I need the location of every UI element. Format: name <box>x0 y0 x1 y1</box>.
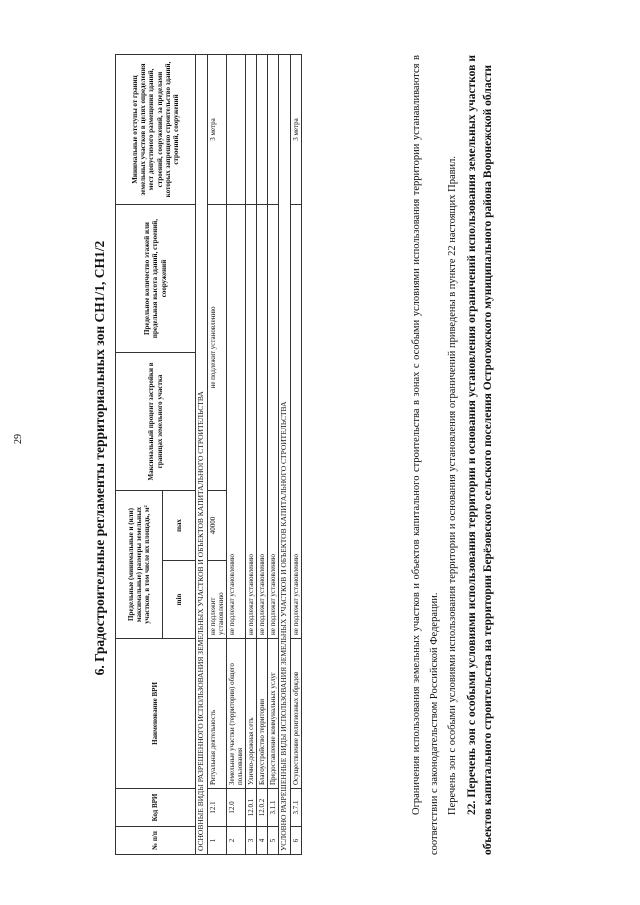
cell-num: 4 <box>256 827 267 855</box>
header-code: Код ВРИ <box>116 789 196 827</box>
header-num: № п/п <box>116 827 196 855</box>
cell-name: Предоставление коммунальных услуг <box>267 639 278 789</box>
cell-setbacks: 3 метра <box>207 55 226 205</box>
header-floors: Предельное количество этажей или предельная высота зданий, строений, сооружений <box>116 205 196 353</box>
cell-code: 12.1 <box>207 789 226 827</box>
header-min: min <box>163 561 196 639</box>
regulations-table <box>115 54 302 855</box>
section-conditional-label: УСЛОВНО РАЗРЕШЕННЫЕ ВИДЫ ИСПОЛЬЗОВАНИЯ ЗЕМЕЛЬНЫХ УЧАСТКОВ И ОБЪЕКТОВ КАПИТАЛЬНОГО СТРОИТЕЛЬСТВА <box>278 55 290 855</box>
cell-setbacks <box>256 55 267 205</box>
section-title: 6. Градостроительные регламенты территориальных зон СН1/1, СН1/2 <box>92 240 107 676</box>
header-size-group: Предельные (минимальные и (или) максимальные) размеры земельных участков, в том числе их площадь, м² <box>116 491 163 639</box>
cell-code: 12.0.1 <box>245 789 256 827</box>
cell-num: 5 <box>267 827 278 855</box>
cell-min: не подлежат установлению <box>245 205 256 639</box>
section-main-label: ОСНОВНЫЕ ВИДЫ РАЗРЕШЕННОГО ИСПОЛЬЗОВАНИЯ ЗЕМЕЛЬНЫХ УЧАСТКОВ И ОБЪЕКТОВ КАПИТАЛЬНОГО СТРОИТЕЛЬСТВА <box>196 55 208 855</box>
cell-num: 6 <box>290 827 301 855</box>
cell-max: 40000 <box>207 491 226 561</box>
header-coverage: Максимальный процент застройки в границах земельного участка <box>116 353 196 491</box>
cell-code: 12.0 <box>226 789 245 827</box>
header-max: max <box>163 491 196 561</box>
cell-num: 3 <box>245 827 256 855</box>
cell-min: не подлежат установлению <box>256 205 267 639</box>
regulations-table-wrap <box>115 55 302 855</box>
cell-code: 3.1.1 <box>267 789 278 827</box>
cell-setbacks <box>267 55 278 205</box>
section-22-heading: 22. Перечень зон с особыми условиями использования территории и основания установления ограничений использования земельных участков и объектов капитального строительства на территории Берёзовского сельского поселения Острогожского муниципального района Воронежской области <box>466 55 494 855</box>
table-row <box>226 55 245 855</box>
cell-setbacks <box>245 55 256 205</box>
page-number: 29 <box>13 434 24 444</box>
cell-coverage: не подлежит установлению <box>207 205 226 491</box>
paragraph-zone-list: Перечень зон с особыми условиями использования территории и основания установления ограничений приведены в пункте 22 настоящих Правил. <box>447 155 458 815</box>
table-row <box>267 55 278 855</box>
cell-min: не подлежат установлению <box>226 205 245 639</box>
cell-name: Ритуальная деятельность <box>207 639 226 789</box>
table-row <box>207 55 226 855</box>
cell-min: не подлежат установлению <box>290 205 301 639</box>
cell-setbacks: 3 метра <box>290 55 301 205</box>
cell-code: 3.7.1 <box>290 789 301 827</box>
body-text <box>408 55 496 855</box>
table-row <box>256 55 267 855</box>
table-row <box>245 55 256 855</box>
header-name: Наименование ВРИ <box>116 639 196 789</box>
cell-name: Улично-дорожная сеть <box>245 639 256 789</box>
header-setbacks: Минимальные отступы от границ земельных участков в целях определения мест допустимого размещения зданий, строений, сооружений, за пределами которых запрещено строительство зданий, строений, сооружений <box>116 55 196 205</box>
table-row <box>290 55 301 855</box>
cell-num: 2 <box>226 827 245 855</box>
cell-name: Осуществление религиозных обрядов <box>290 639 301 789</box>
cell-num: 1 <box>207 827 226 855</box>
cell-min: не подлежат установлению <box>267 205 278 639</box>
cell-name: Благоустройство территории <box>256 639 267 789</box>
cell-min: не подлежит установлению <box>207 561 226 639</box>
cell-code: 12.0.2 <box>256 789 267 827</box>
paragraph-restrictions: Ограничения использования земельных участков и объектов капитального строительства в зонах с особыми условиями использования территории устанавливаются в соответствии с законодательством Российской Федерации. <box>411 55 440 855</box>
cell-name: Земельные участки (территории) общего пользования <box>226 639 245 789</box>
cell-setbacks <box>226 55 245 205</box>
